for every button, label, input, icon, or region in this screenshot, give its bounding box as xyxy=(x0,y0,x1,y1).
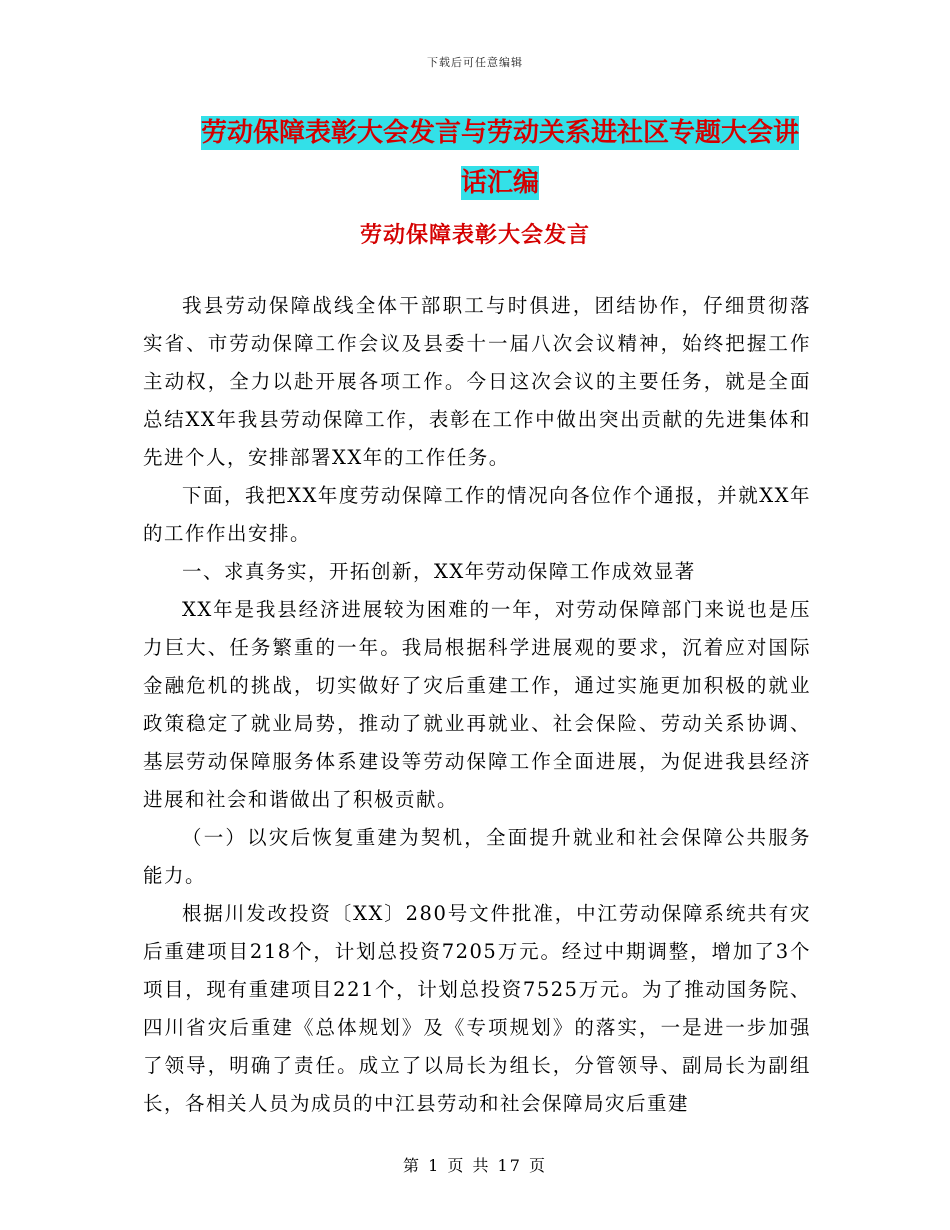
page-number: 第 1 页 共 17 页 xyxy=(403,1156,547,1175)
document-body xyxy=(143,287,811,1123)
document-title-line2: 话汇编 xyxy=(460,168,539,198)
paragraph-subheading: （一）以灾后恢复重建为契机，全面提升就业和社会保障公共服务能力。 xyxy=(143,826,811,887)
document-title-line1: 劳动保障表彰大会发言与劳动关系进社区专题大会讲 xyxy=(200,118,799,148)
paragraph: 下面，我把XX年度劳动保障工作的情况向各位作个通报，并就XX年的工作作出安排。 xyxy=(143,484,811,545)
paragraph: 我县劳动保障战线全体干部职工与时俱进，团结协作，仔细贯彻落实省、市劳动保障工作会议及县委十一届八次会议精神，始终把握工作主动权，全力以赴开展各项工作。今日这次会议的主要任务，就是全面总结XX年我县劳动保障工作，表彰在工作中做出突出贡献的先进集体和先进个人，安排部署XX年的工作任务。 xyxy=(143,294,811,469)
paragraph: XX年是我县经济进展较为困难的一年，对劳动保障部门来说也是压力巨大、任务繁重的一年。我局根据科学进展观的要求，沉着应对国际金融危机的挑战，切实做好了灾后重建工作，通过实施更加积极的就业政策稳定了就业局势，推动了就业再就业、社会保险、劳动关系协调、基层劳动保障服务体系建设等劳动保障工作全面进展，为促进我县经济进展和社会和谐做出了积极贡献。 xyxy=(143,598,811,811)
header-note: 下载后可任意编辑 xyxy=(427,56,523,69)
paragraph-heading: 一、求真务实，开拓创新，XX年劳动保障工作成效显著 xyxy=(182,560,696,583)
document-title xyxy=(190,108,810,208)
paragraph: 根据川发改投资〔XX〕280号文件批准，中江劳动保障系统共有灾后重建项目218个，计划总投资7205万元。经过中期调整，增加了3个项目，现有重建项目221个，计划总投资7525万元。为了推动国务院、四川省灾后重建《总体规划》及《专项规划》的落实，一是进一步加强了领导，明确了责任。成立了以局长为组长，分管领导、副局长为副组长，各相关人员为成员的中江县劳动和社会保障局灾后重建 xyxy=(143,902,811,1115)
section-title: 劳动保障表彰大会发言 xyxy=(359,222,590,248)
